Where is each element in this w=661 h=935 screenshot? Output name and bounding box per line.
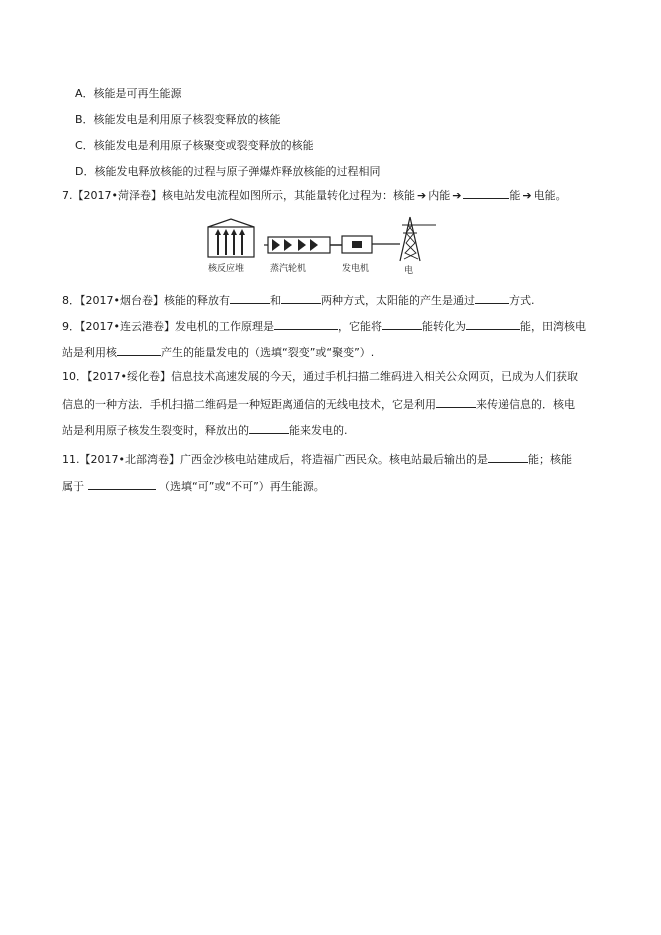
question-source: 【2017•绥化卷】 — [87, 370, 171, 383]
question-source: 【2017•烟台卷】 — [80, 294, 164, 307]
question-text: 能转化为 — [421, 320, 466, 333]
question-text: 能 — [509, 189, 521, 202]
reactor-label: 核反应堆 — [208, 264, 245, 274]
option-a: A．核能是可再生能源 — [75, 87, 182, 100]
question-text: 发电机的工作原理是 — [174, 320, 274, 333]
arrow-icon: ➔ — [522, 189, 532, 202]
question-text: 两种方式，太阳能的产生是通过 — [320, 294, 475, 307]
arrow-icon: ➔ — [416, 189, 427, 202]
question-text: 产生的能量发电的（选填“裂变”或“聚变”）. — [161, 346, 375, 359]
question-10-line-2 — [62, 396, 575, 412]
question-text: 核能的释放有 — [163, 294, 230, 307]
answer-blank[interactable] — [463, 187, 509, 199]
answer-blank[interactable] — [436, 396, 476, 408]
question-text: 信息的一种方法．手机扫描二维码是一种短距离通信的无线电技术，它是利用 — [62, 398, 436, 411]
question-text: 能，田湾核电 — [519, 320, 586, 333]
question-10-line-3 — [62, 422, 348, 438]
answer-blank[interactable] — [249, 422, 289, 434]
question-text: 和 — [269, 294, 281, 307]
question-source: 【2017•北部湾卷】 — [79, 453, 180, 466]
option-b: B．核能发电是利用原子核裂变释放的核能 — [75, 113, 281, 126]
answer-blank[interactable] — [488, 451, 528, 463]
question-8 — [62, 292, 534, 308]
question-text: 方式. — [508, 294, 535, 307]
question-text: 站是利用原子核发生裂变时，释放出的 — [62, 424, 249, 437]
question-text: 电能。 — [533, 189, 567, 202]
question-9-line-1 — [62, 318, 586, 334]
question-text: ，它能将 — [337, 320, 382, 333]
answer-blank[interactable] — [274, 318, 338, 330]
question-text: 能来发电的. — [289, 424, 348, 437]
question-10-line-1 — [62, 370, 578, 384]
turbine-label: 蒸汽轮机 — [270, 264, 307, 274]
question-number: 9． — [62, 320, 80, 333]
question-text: 来传递信息的．核电 — [476, 398, 575, 411]
steam-turbine-icon — [264, 237, 342, 253]
power-tower-icon — [400, 217, 436, 261]
question-11-line-2 — [62, 478, 325, 494]
question-7 — [62, 187, 567, 203]
reactor-icon — [208, 219, 254, 257]
generator-label: 发电机 — [342, 264, 370, 274]
question-number: 8． — [62, 294, 80, 307]
question-9-line-2 — [62, 344, 374, 360]
question-text: 属于 — [62, 480, 84, 493]
question-text: 内能 — [428, 189, 451, 202]
option-d: D．核能发电释放核能的过程与原子弹爆炸释放核能的过程相同 — [75, 165, 381, 178]
question-source: 【2017•连云港卷】 — [80, 320, 175, 333]
question-number: 11. — [62, 453, 80, 466]
nuclear-power-flow-diagram — [204, 213, 436, 275]
question-text: 能；核能 — [527, 453, 572, 466]
question-number: 10． — [62, 370, 87, 383]
question-text: （选填“可”或“不可”）再生能源。 — [159, 480, 325, 493]
answer-blank[interactable] — [230, 292, 270, 304]
answer-blank[interactable] — [281, 292, 321, 304]
answer-blank[interactable] — [88, 478, 156, 490]
question-11-line-1 — [62, 451, 572, 467]
answer-blank[interactable] — [466, 318, 520, 330]
answer-blank[interactable] — [117, 344, 161, 356]
question-source: 【2017•菏泽卷】 — [72, 189, 162, 202]
electricity-label: 电 — [404, 266, 414, 275]
question-text: 站是利用核 — [62, 346, 117, 359]
option-c: C．核能发电是利用原子核聚变或裂变释放的核能 — [75, 139, 314, 152]
answer-blank[interactable] — [382, 318, 422, 330]
generator-icon — [342, 236, 400, 253]
answer-blank[interactable] — [475, 292, 509, 304]
arrow-icon: ➔ — [452, 189, 462, 202]
question-text: 信息技术高速发展的今天，通过手机扫描二维码进入相关公众网页，已成为人们获取 — [170, 370, 578, 383]
question-text: 核电站发电流程如图所示，其能量转化过程为：核能 — [161, 189, 415, 202]
question-number: 7. — [62, 189, 73, 202]
question-text: 广西金沙核电站建成后，将造福广西民众。核电站最后输出的是 — [179, 453, 488, 466]
